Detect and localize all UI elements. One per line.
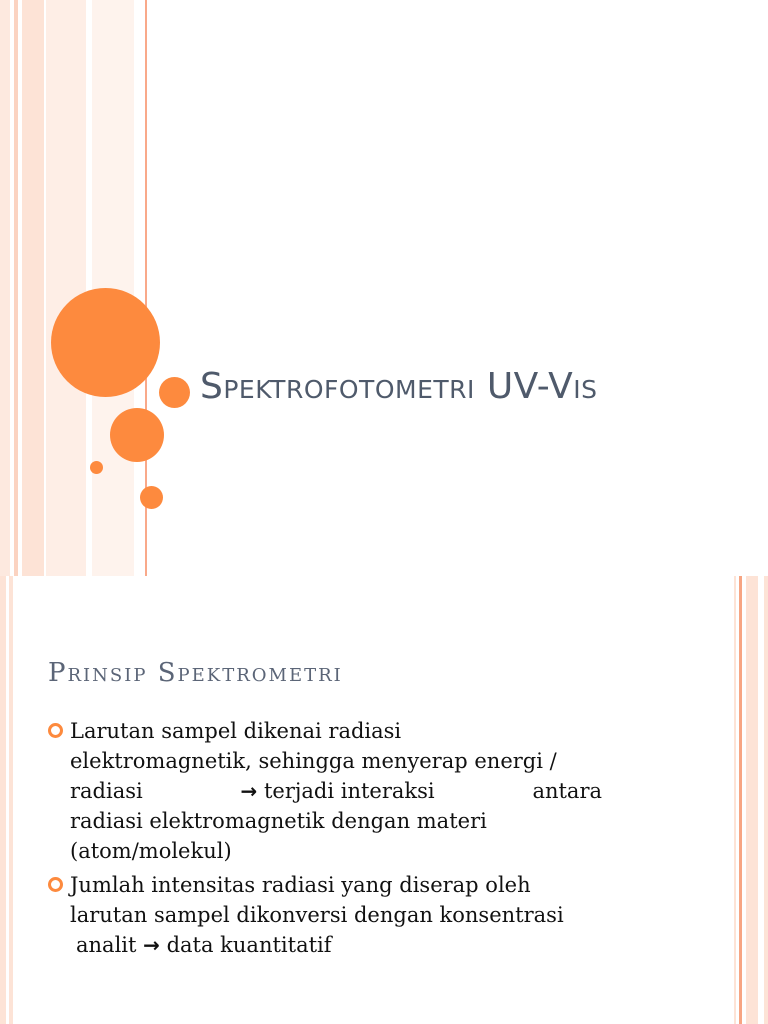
bullet-text-line: Larutan sampel dikenai radiasi <box>70 719 402 743</box>
bullet-text-segment: terjadi interaksi <box>263 779 435 803</box>
decorative-stripe <box>734 576 736 1024</box>
bullet-text-segment <box>241 776 435 806</box>
decorative-stripe <box>746 576 758 1024</box>
bullet-list <box>46 716 626 964</box>
decorative-stripe <box>764 576 768 1024</box>
decorative-vertical-line <box>739 576 742 1024</box>
bullet-text-line <box>70 930 626 960</box>
decorative-circle-large <box>51 288 160 397</box>
decorative-stripe <box>736 576 739 1024</box>
bullet-text-segment: analit <box>76 933 137 957</box>
bullet-text-segment: radiasi <box>70 779 143 803</box>
bullet-text-line <box>70 776 602 806</box>
bullet-item-quantitative <box>46 870 626 960</box>
bullet-item-radiation <box>46 716 626 866</box>
bullet-text-line: Jumlah intensitas radiasi yang diserap oleh <box>70 873 531 897</box>
bullet-text-line: (atom/molekul) <box>70 839 232 863</box>
decorative-circle-medium <box>110 408 164 462</box>
slide-title: Spektrofotometri UV-Vis <box>200 366 598 407</box>
decorative-circle-small <box>140 486 163 509</box>
bullet-text-segment: data kuantitatif <box>166 933 332 957</box>
bullet-circle-icon <box>48 877 63 892</box>
content-slide <box>0 576 768 1024</box>
bullet-text-line: elektromagnetik, sehingga menyerap energi / <box>70 749 557 773</box>
bullet-text-line: larutan sampel dikonversi dengan konsentrasi <box>70 903 564 927</box>
arrow-right-icon: → <box>143 933 160 957</box>
decorative-stripe <box>742 576 746 1024</box>
slide-heading: Prinsip Spektrometri <box>48 658 343 688</box>
decorative-circle-small <box>159 377 190 408</box>
decorative-stripe <box>758 576 764 1024</box>
decorative-stripe <box>46 0 86 576</box>
bullet-text-segment: antara <box>532 779 602 803</box>
decorative-stripe <box>9 576 13 1024</box>
decorative-circle-tiny <box>90 461 103 474</box>
decorative-stripe <box>0 0 10 576</box>
arrow-right-icon: → <box>240 779 258 803</box>
bullet-circle-icon <box>48 723 63 738</box>
bullet-text-line: radiasi elektromagnetik dengan materi <box>70 809 487 833</box>
decorative-stripe <box>22 0 44 576</box>
